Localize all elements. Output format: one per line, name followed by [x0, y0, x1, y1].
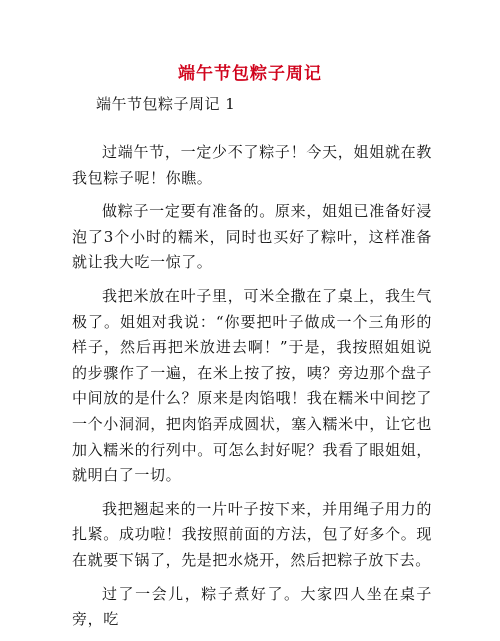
- document-body: [72, 140, 432, 641]
- paragraph-2: 做粽子一定要有准备的。原来，姐姐已准备好浸泡了3个小时的糯米，同时也买好了粽叶，这样准备就让我大吃一惊了。: [72, 202, 432, 272]
- paragraph-1: 过端午节，一定少不了粽子！今天，姐姐就在教我包粽子呢！你瞧。: [72, 143, 432, 187]
- document-subtitle: 端午节包粽子周记 1: [96, 95, 236, 113]
- document-title: 端午节包粽子周记: [178, 64, 322, 84]
- paragraph-4: 我把翘起来的一片叶子按下来，并用绳子用力的扎紧。成功啦！我按照前面的方法，包了好多个。现在就要下锅了，先是把水烧开，然后把粽子放下去。: [72, 499, 432, 569]
- paragraph-5: 过了一会儿，粽子煮好了。大家四人坐在桌子旁，吃: [72, 584, 432, 629]
- paragraph-3: 我把米放在叶子里，可米全撒在了桌上，我生气极了。姐姐对我说：“你要把叶子做成一个三角形的样子，然后再把米放进去啊！”于是，我按照姐姐说的步骤作了一遍，在米上按了按，咦？旁边那个盘子中间放的是什么？原来是肉馅哦！我在糯米中间挖了一个小洞洞，把肉馅弄成圆状，塞入糯米中，让它也加入糯米的行列中。可怎么封好呢？我看了眼姐姐，就明白了一切。: [72, 286, 432, 485]
